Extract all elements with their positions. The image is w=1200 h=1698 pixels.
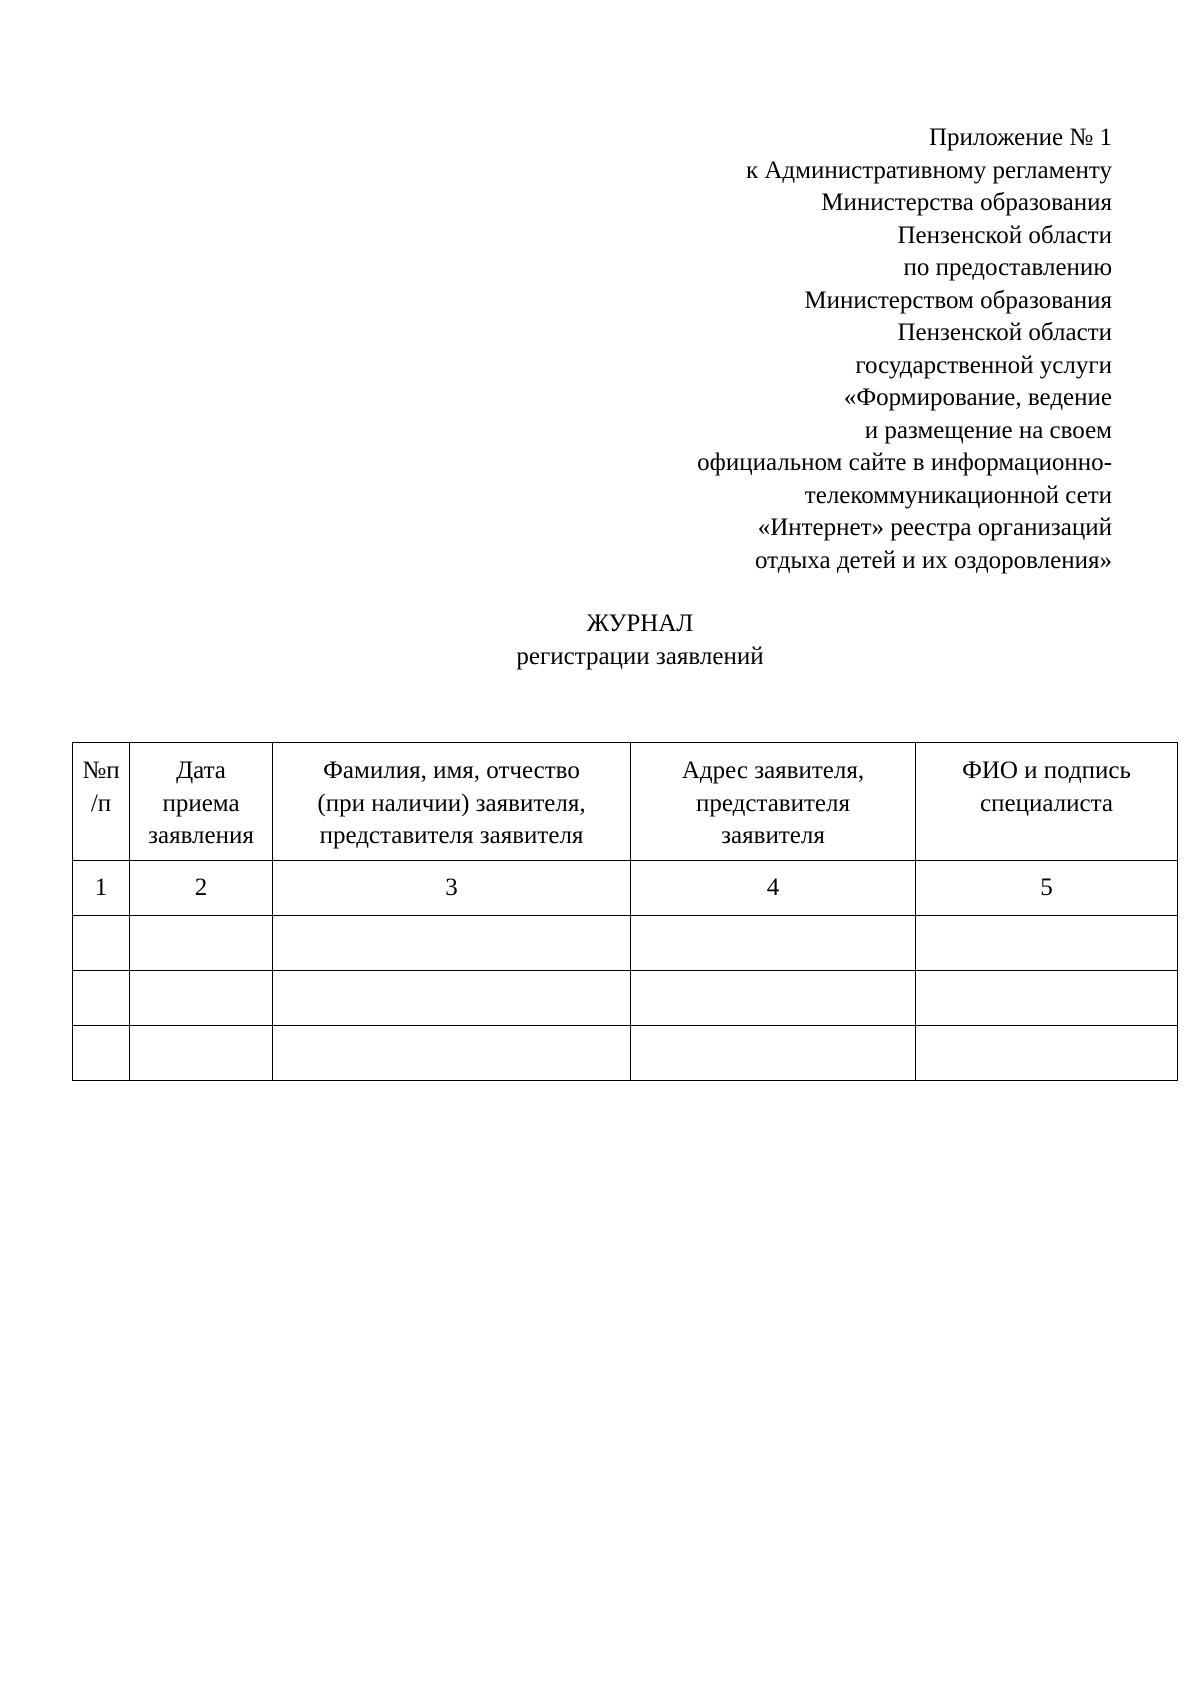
table-cell <box>130 971 273 1026</box>
table-row <box>73 971 1178 1026</box>
table-cell: 3 <box>273 861 631 916</box>
header-applicant-address-line: заявителя <box>721 822 825 849</box>
appendix-line: Министерством образования <box>804 286 1112 314</box>
appendix-block <box>492 122 1112 577</box>
table-row <box>73 1026 1178 1081</box>
appendix-line: отдыха детей и их оздоровления» <box>755 546 1112 574</box>
header-number <box>73 743 130 861</box>
header-applicant-address-line: Адрес заявителя, <box>681 757 865 784</box>
appendix-line: по предоставлению <box>903 254 1112 281</box>
table-cell <box>631 1026 916 1081</box>
appendix-line: официальном сайте в информационно- <box>697 449 1112 476</box>
table-cell <box>273 971 631 1026</box>
appendix-line: «Интернет» реестра организаций <box>757 514 1112 541</box>
appendix-line: Пензенской области <box>897 319 1112 346</box>
header-number-line: /п <box>90 789 112 817</box>
header-applicant-address-line: представителя <box>696 789 850 817</box>
header-applicant-name <box>273 743 631 861</box>
header-applicant-name-line: Фамилия, имя, отчество <box>323 757 580 784</box>
header-applicant-name-line: представителя заявителя <box>319 822 584 849</box>
table-header-row <box>73 743 1178 861</box>
table-row-column-numbers <box>73 861 1178 916</box>
table-cell <box>73 971 130 1026</box>
appendix-line: к Административному регламенту <box>745 156 1112 184</box>
appendix-line: государственной услуги <box>855 351 1112 379</box>
table-cell: 5 <box>916 861 1178 916</box>
header-date-line: Дата <box>176 757 226 784</box>
header-number-line: №п <box>82 757 120 784</box>
table-cell: 1 <box>73 861 130 916</box>
table-cell <box>916 971 1178 1026</box>
appendix-line: и размещение на своем <box>864 416 1112 444</box>
table-cell <box>273 916 631 971</box>
header-specialist-signature <box>916 743 1178 861</box>
header-date <box>130 743 273 861</box>
registration-table <box>72 742 1178 1081</box>
table-row <box>73 916 1178 971</box>
table-cell <box>73 1026 130 1081</box>
appendix-line: «Формирование, ведение <box>843 384 1112 411</box>
appendix-line: Министерства образования <box>821 189 1112 216</box>
table-cell <box>916 916 1178 971</box>
table-cell: 2 <box>130 861 273 916</box>
table-cell <box>916 1026 1178 1081</box>
appendix-line: Приложение № 1 <box>928 124 1112 151</box>
header-applicant-name-line: (при наличии) заявителя, <box>317 789 586 817</box>
table-cell <box>631 971 916 1026</box>
appendix-line: Пензенской области <box>897 221 1112 249</box>
appendix-line: телекоммуникационной сети <box>804 481 1112 509</box>
table-cell <box>273 1026 631 1081</box>
header-specialist-signature-line: ФИО и подпись <box>962 757 1131 784</box>
table-cell <box>631 916 916 971</box>
table-cell <box>130 1026 273 1081</box>
table-cell <box>73 916 130 971</box>
header-date-line: приема <box>162 789 240 817</box>
header-specialist-signature-line: специалиста <box>980 789 1113 817</box>
journal-subtitle: регистрации заявлений <box>516 643 764 670</box>
journal-title: ЖУРНАЛ <box>586 610 694 637</box>
table-cell: 4 <box>631 861 916 916</box>
table-cell <box>130 916 273 971</box>
header-applicant-address <box>631 743 916 861</box>
header-date-line: заявления <box>148 822 254 849</box>
